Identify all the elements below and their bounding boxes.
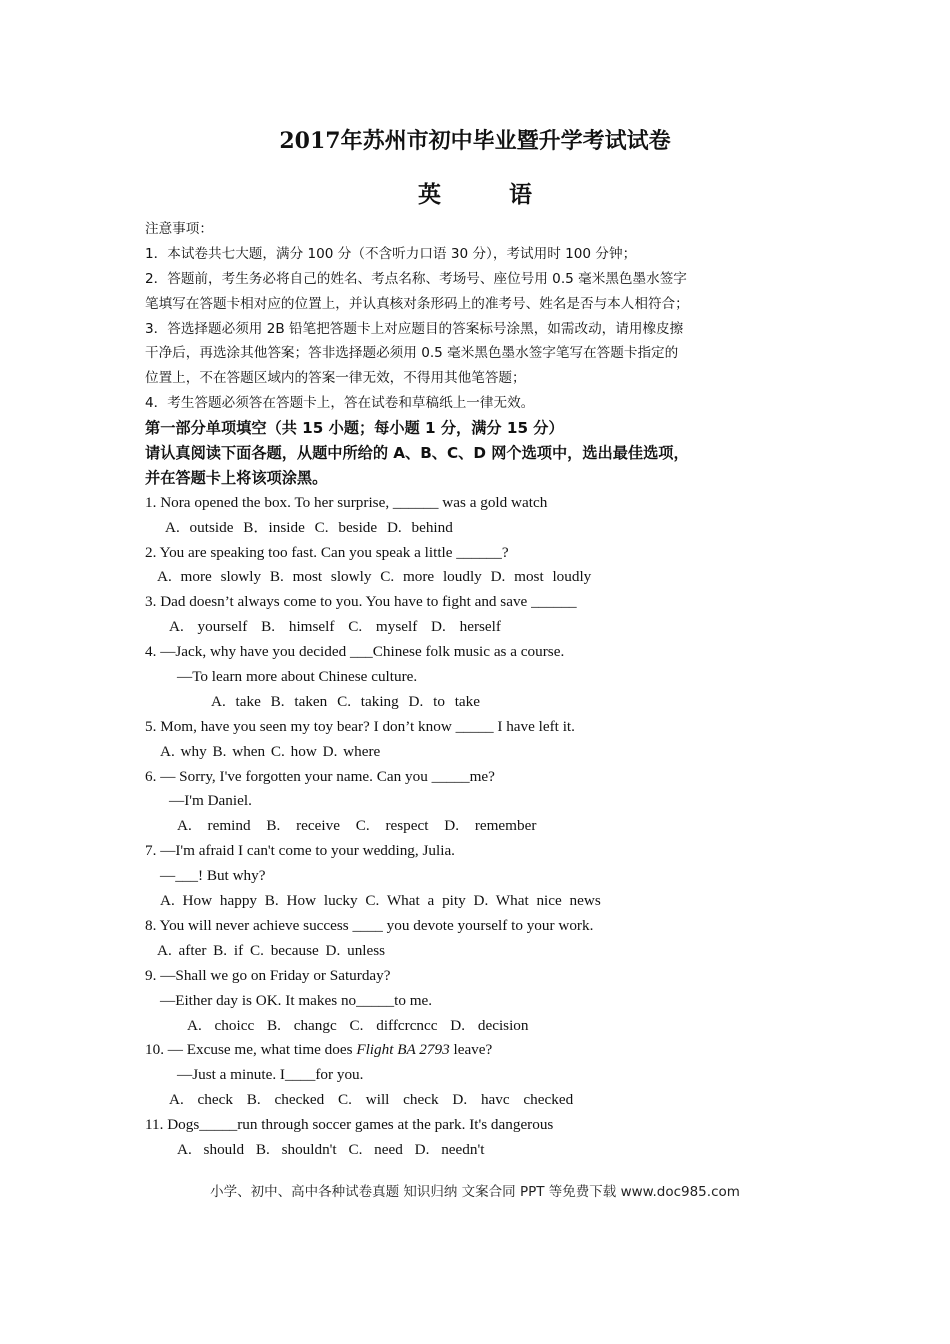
- question-7: 7. —I'm afraid I can't come to your wedding, Julia.: [145, 842, 455, 860]
- question-6-options: A. remind B. receive C. respect D. remember: [177, 817, 537, 835]
- question-9-reply: —Either day is OK. It makes no_____to me.: [160, 991, 433, 1009]
- question-7-options: A. How happy B. How lucky C. What a pity D. What nice news: [160, 892, 601, 910]
- section-instruction: 并在答题卡上将该项涂黑。: [145, 468, 328, 487]
- notice-line: 1．本试卷共七大题，满分 100 分（不含听力口语 30 分），考试用时 100 分钟；: [145, 245, 637, 262]
- question-2: 2. You are speaking too fast. Can you speak a little ______?: [145, 543, 509, 561]
- question-10-reply: —Just a minute. I____for you.: [177, 1066, 364, 1084]
- question-8-options: A. after B. if C. because D. unless: [157, 941, 386, 959]
- question-10: [145, 1038, 825, 1063]
- question-8: 8. You will never achieve success ____ you devote yourself to your work.: [145, 916, 594, 934]
- question-2-options: A. more slowly B. most slowly C. more loudly D. most loudly: [157, 568, 592, 586]
- notice-line: 干净后，再选涂其他答案；答非选择题必须用 0.5 毫米黑色墨水签字笔写在答题卡指定的: [145, 345, 679, 362]
- section-title: 第一部分单项填空（共 15 小题；每小题 1 分，满分 15 分）: [145, 419, 564, 438]
- notice-line: 笔填写在答题卡相对应的位置上，并认真核对条形码上的准考号、姓名是否与本人相符合；: [145, 295, 689, 312]
- question-1-options: A. outside B．inside C. beside D. behind: [165, 518, 453, 536]
- question-6-reply: —I'm Daniel.: [169, 792, 252, 810]
- question-4: 4. —Jack, why have you decided ___Chinese folk music as a course.: [145, 643, 565, 661]
- notice-line: 位置上，不在答题区域内的答案一律无效，不得用其他笔答题；: [145, 370, 526, 387]
- question-4-options: A. take B. taken C. taking D. to take: [211, 692, 481, 710]
- question-3-options: A. yourself B. himself C. myself D. herself: [169, 618, 501, 636]
- notice-line: 4．考生答题必须答在答题卡上，答在试卷和草稿纸上一律无效。: [145, 395, 535, 412]
- question-10-options: A. check B. checked C. will check D. havc checked: [169, 1091, 574, 1109]
- question-6: 6. — Sorry, I've forgotten your name. Can you _____me?: [145, 767, 495, 785]
- notice-heading: 注意事项：: [145, 221, 213, 237]
- question-3: 3. Dad doesn’t always come to you. You have to fight and save ______: [145, 593, 577, 611]
- question-5: 5. Mom, have you seen my toy bear? I don’t know _____ I have left it.: [145, 717, 575, 735]
- question-11-options: A. should B. shouldn't C. need D. needn't: [177, 1140, 485, 1158]
- question-11: 11. Dogs_____run through soccer games at the park. It's dangerous: [145, 1116, 554, 1134]
- subject-title: 英 语: [417, 181, 562, 208]
- question-1: 1. Nora opened the box. To her surprise, ______ was a gold watch: [145, 493, 548, 511]
- question-9: 9. —Shall we go on Friday or Saturday?: [145, 966, 391, 984]
- question-9-options: A. choicc B. changc C. diffcrcncc D. decision: [187, 1016, 529, 1034]
- exam-content: [145, 217, 825, 1163]
- question-5-options: A. why B. when C. how D. where: [160, 742, 381, 760]
- question-4-reply: —To learn more about Chinese culture.: [177, 668, 418, 686]
- question-10-prefix: 10. — Excuse me, what time does: [145, 1041, 357, 1059]
- question-10-flight: Flight BA 2793: [356, 1041, 450, 1059]
- exam-title: 2017年苏州市初中毕业暨升学考试试卷: [279, 128, 671, 154]
- question-7-reply: —___! But why?: [160, 867, 266, 885]
- section-instruction: 请认真阅读下面各题，从题中所给的 A、B、C、D 网个选项中，选出最佳选项，: [145, 444, 689, 463]
- footer-text: 小学、初中、高中各种试卷真题 知识归纳 文案合同 PPT 等免费下载 www.doc985.com: [210, 1184, 740, 1200]
- notice-line: 3．答选择题必须用 2B 铅笔把答题卡上对应题目的答案标号涂黑，如需改动，请用橡皮擦: [145, 320, 684, 337]
- question-10-suffix: leave?: [449, 1041, 493, 1059]
- notice-line: 2．答题前，考生务必将自己的姓名、考点名称、考场号、座位号用 0.5 毫米黑色墨水签字: [145, 270, 687, 287]
